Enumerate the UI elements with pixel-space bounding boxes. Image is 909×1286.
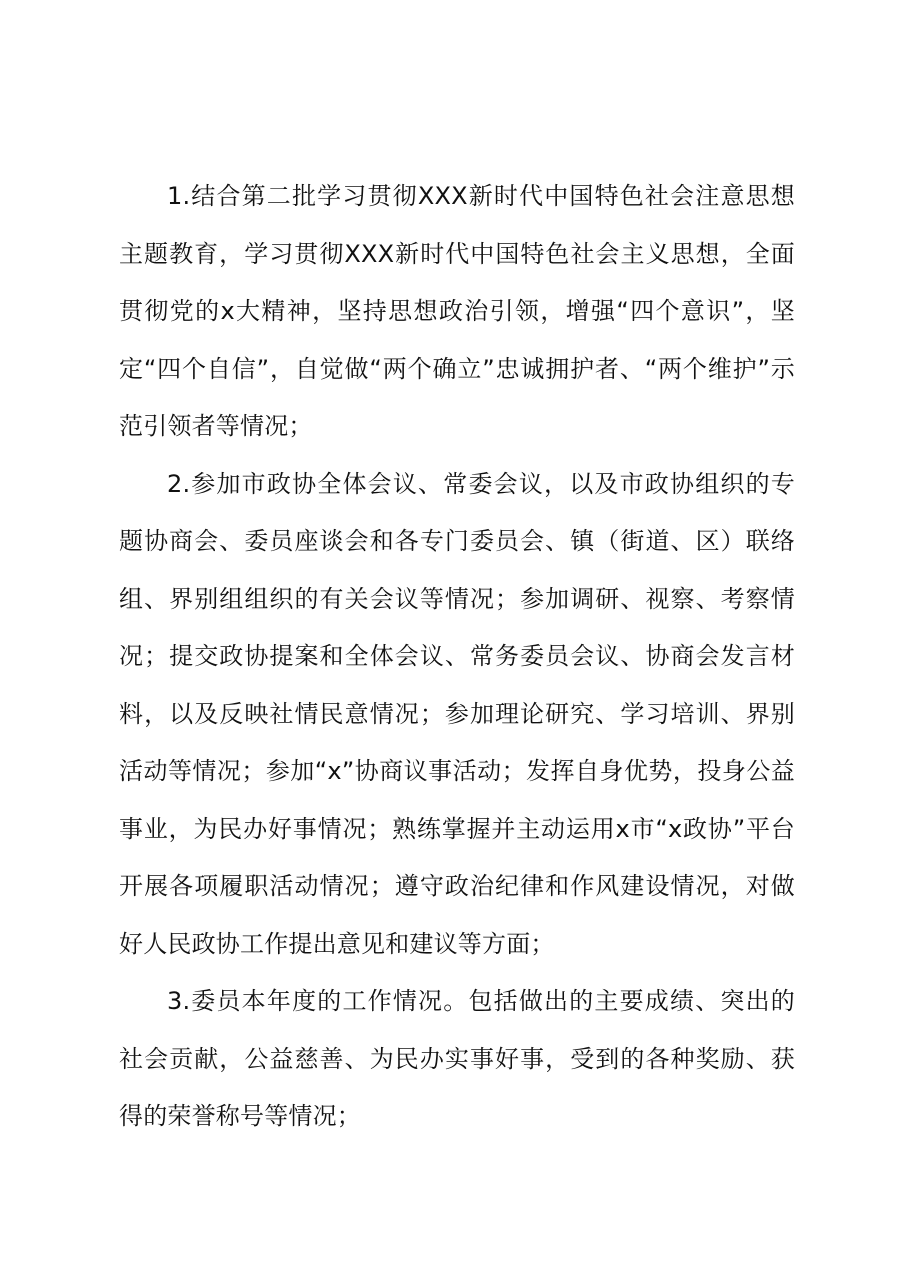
document-body xyxy=(119,168,795,1146)
paragraph-1: 1.结合第二批学习贯彻XXX新时代中国特色社会注意思想主题教育，学习贯彻XXX新时代中国特色社会主义思想，全面贯彻党的x大精神，坚持思想政治引领，增强“四个意识”，坚定“四个自信”，自觉做“两个确立”忠诚拥护者、“两个维护”示范引领者等情况； xyxy=(119,182,795,440)
paragraph-3: 3.委员本年度的工作情况。包括做出的主要成绩、突出的社会贡献，公益慈善、为民办实事好事，受到的各种奖励、获得的荣誉称号等情况； xyxy=(119,987,795,1130)
paragraph-2: 2.参加市政协全体会议、常委会议，以及市政协组织的专题协商会、委员座谈会和各专门委员会、镇（街道、区）联络组、界别组组织的有关会议等情况；参加调研、视察、考察情况；提交政协提案和全体会议、常务委员会议、协商会发言材料，以及反映社情民意情况；参加理论研究、学习培训、界别活动等情况；参加“x”协商议事活动；发挥自身优势，投身公益事业，为民办好事情况；熟练掌握并主动运用x市“x政协”平台开展各项履职活动情况；遵守政治纪律和作风建设情况，对做好人民政协工作提出意见和建议等方面； xyxy=(119,469,795,958)
